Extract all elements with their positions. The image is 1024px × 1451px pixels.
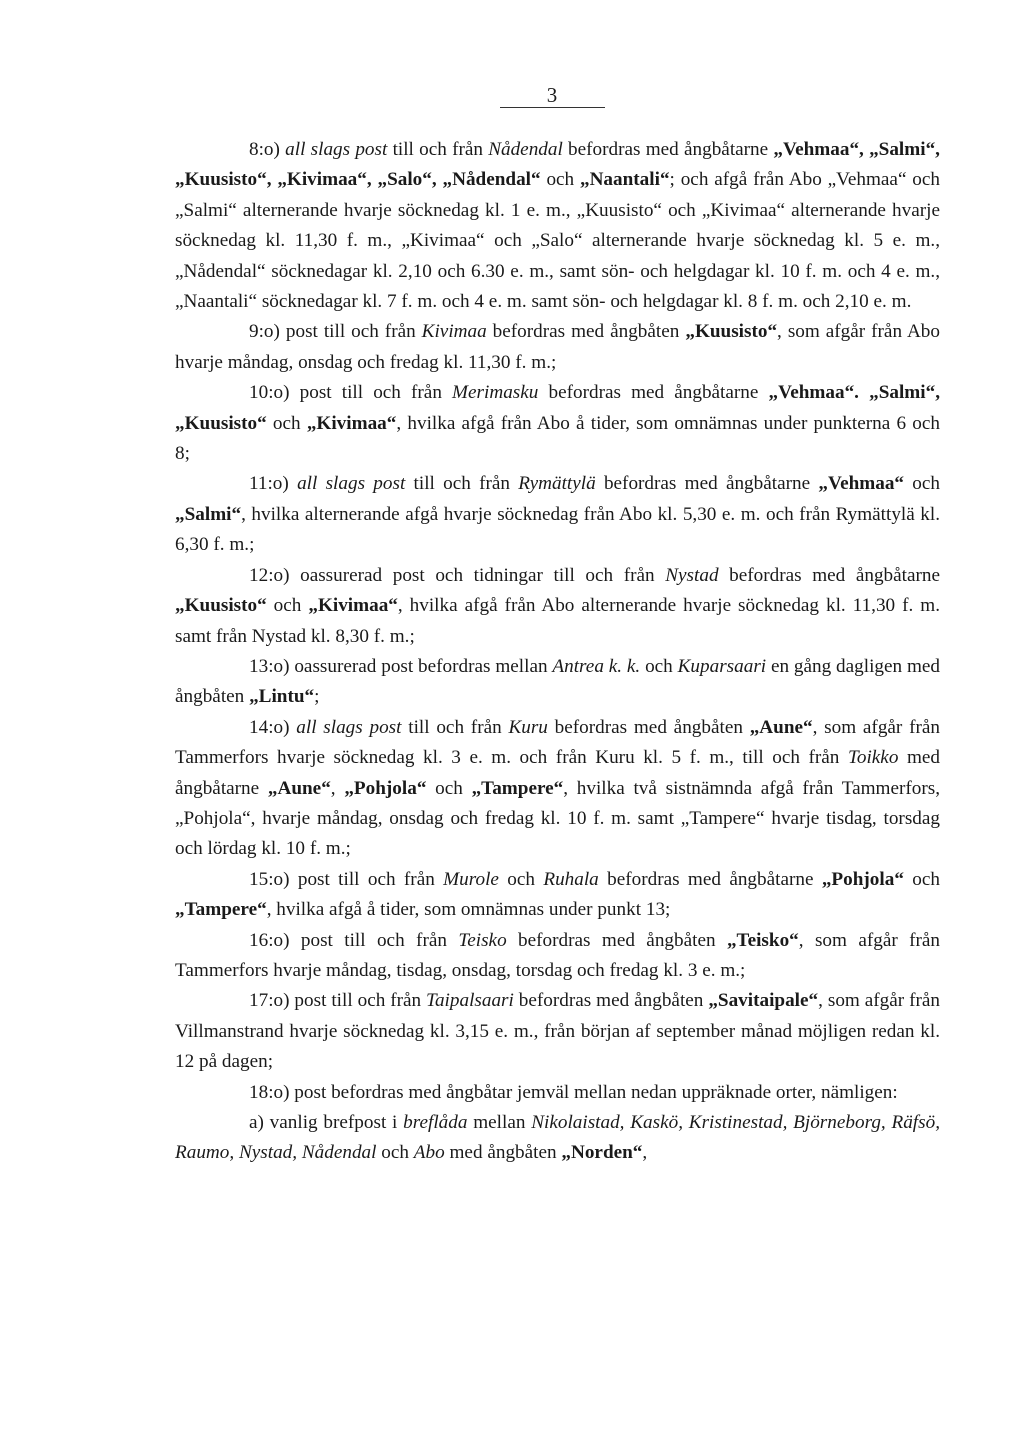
text-run: och bbox=[266, 412, 307, 434]
text-run: och bbox=[498, 868, 544, 890]
italic-text: Taipalsaari bbox=[426, 990, 514, 1012]
text-run: a) vanlig brefpost i bbox=[249, 1112, 404, 1133]
italic-text: Antrea k. k. bbox=[552, 655, 641, 677]
bold-text: „Lintu“ bbox=[249, 686, 315, 708]
bold-text: „Savitaipale“ bbox=[708, 990, 819, 1012]
text-run: ; och afgå från Abo „Vehmaa“ och „Salmi“ alternerande hvarje söcknedag kl. 1 e. m., „Kuusisto“ och „Kivimaa“ alternerande hvarje söcknedag kl. 11,30 f. m., „Kivimaa“ och „Salo“ alternerande hvarje söcknedag kl. 5 e. m., „Nådendal“ söcknedagar kl. 2,10 och 6.30 e. m., samt sön- och helgdagar kl. 10 f. m. och 4 e. m., „Naantali“ söcknedagar kl. 7 f. m. och 4 e. m. samt sön- och helgdagar kl. 8 f. m. och 2,10 e. m. bbox=[175, 169, 940, 313]
bold-text: „Kivimaa“ bbox=[306, 412, 397, 434]
text-run: 11:o) bbox=[249, 473, 298, 495]
text-run: 17:o) post till och från bbox=[249, 990, 427, 1012]
italic-text: all slags post bbox=[296, 716, 402, 738]
paragraph bbox=[175, 561, 940, 652]
text-run: befordras med ångbåtarne bbox=[562, 139, 774, 160]
text-run: , bbox=[642, 1142, 648, 1164]
text-run: till och från bbox=[387, 139, 489, 160]
text-run: till och från bbox=[405, 473, 519, 495]
italic-text: Toikko bbox=[847, 747, 899, 769]
text-run: , hvilka alternerande afgå hvarje söcknedag från Abo kl. 5,30 e. m. och från Rymättylä kl. 6,30 f. m.; bbox=[175, 503, 940, 556]
bold-text: „Tampere“ bbox=[471, 777, 564, 799]
text-run: , bbox=[330, 777, 345, 799]
text-run: och bbox=[903, 868, 940, 890]
text-run: till och från bbox=[401, 716, 509, 738]
paragraph bbox=[175, 469, 940, 560]
page-number: 3 bbox=[500, 84, 605, 108]
text-run: , hvilka afgå å tider, som omnämnas under punkt 13; bbox=[266, 899, 671, 921]
text-run: och bbox=[904, 473, 940, 495]
text-run: , som afgår från Villmanstrand hvarje söcknedag kl. 3,15 e. m., från början af september månad möjligen redan kl. 12 på dagen; bbox=[175, 990, 940, 1073]
document-body bbox=[175, 135, 940, 1169]
text-run: 8:o) bbox=[249, 139, 286, 160]
text-run: befordras med ångbåtarne bbox=[598, 868, 822, 890]
italic-text: Teisko bbox=[458, 929, 507, 951]
paragraph bbox=[175, 865, 940, 926]
bold-text: „Aune“ bbox=[267, 777, 331, 799]
bold-text: „Kuusisto“ bbox=[175, 595, 267, 617]
text-run: , som afgår från Abo hvarje måndag, onsdag och fredag kl. 11,30 f. m.; bbox=[175, 321, 940, 373]
text-run: befordras med ångbåten bbox=[547, 716, 750, 738]
paragraph bbox=[175, 1108, 940, 1169]
bold-text: „Vehmaa“ bbox=[818, 473, 905, 495]
text-run: och bbox=[640, 655, 678, 677]
italic-text: Rymättylä bbox=[518, 473, 596, 495]
text-run: och bbox=[426, 777, 472, 799]
italic-text: Ruhala bbox=[543, 868, 599, 890]
italic-text: Nystad bbox=[665, 564, 719, 586]
paragraph bbox=[175, 1078, 940, 1108]
italic-text: Kuparsaari bbox=[677, 655, 767, 677]
text-run: befordras med ångbåten bbox=[486, 321, 686, 343]
text-run: 12:o) oassurerad post och tidningar till och från bbox=[249, 564, 666, 586]
text-run: 14:o) bbox=[249, 716, 297, 738]
text-run: , hvilka afgå från Abo å tider, som omnämnas under punkterna 6 och 8; bbox=[175, 412, 940, 465]
bold-text: „Vehmaa“. „Salmi“, „Kuusisto“ bbox=[175, 382, 940, 434]
text-run: 15:o) post till och från bbox=[249, 868, 444, 890]
bold-text: „Pohjola“ bbox=[821, 868, 904, 890]
italic-text: breflåda bbox=[403, 1112, 468, 1133]
text-run: och bbox=[540, 169, 580, 191]
text-run: befordras med ångbåtarne bbox=[595, 473, 819, 495]
text-run: med ångbåtarne bbox=[175, 747, 940, 799]
italic-text: all slags post bbox=[297, 473, 406, 495]
paragraph bbox=[175, 926, 940, 987]
italic-text: Kuru bbox=[508, 716, 548, 738]
text-run: en gång dagligen med ångbåten bbox=[175, 655, 940, 708]
text-run: , hvilka två sistnämnda afgå från Tammerfors, „Pohjola“, hvarje måndag, onsdag och fredag kl. 10 f. m. samt „Tampere“ hvarje tisdag, torsdag och lördag kl. 10 f. m.; bbox=[175, 777, 940, 860]
paragraph bbox=[175, 986, 940, 1077]
text-run: 16:o) post till och från bbox=[249, 929, 459, 951]
text-run: 18:o) post befordras med ångbåtar jemväl mellan nedan uppräknade orter, nämligen: bbox=[249, 1081, 898, 1103]
bold-text: „Norden“ bbox=[561, 1142, 643, 1164]
bold-text: „Salmi“ bbox=[175, 503, 242, 525]
bold-text: „Pohjola“ bbox=[344, 777, 427, 799]
text-run: 9:o) post till och från bbox=[249, 321, 422, 343]
text-run: befordras med ångbåtarne bbox=[538, 382, 769, 404]
text-run: , hvilka afgå från Abo alternerande hvarje söcknedag kl. 11,30 f. m. samt från Nystad kl. 8,30 f. m.; bbox=[175, 595, 940, 647]
italic-text: Kivimaa bbox=[421, 321, 487, 343]
italic-text: Merimasku bbox=[452, 382, 539, 404]
text-run: befordras med ångbåten bbox=[513, 990, 709, 1012]
text-run: ; bbox=[314, 686, 320, 708]
bold-text: „Naantali“ bbox=[579, 169, 670, 191]
italic-text: Abo bbox=[413, 1142, 445, 1164]
paragraph bbox=[175, 135, 940, 317]
italic-text: Nikolaistad, Kaskö, Kristinestad, Björneborg, Räfsö, Raumo, Nystad, Nådendal bbox=[175, 1112, 940, 1164]
text-run: , som afgår från Tammerfors hvarje måndag, tisdag, onsdag, torsdag och fredag kl. 3 e. m.; bbox=[175, 929, 940, 981]
text-run: och bbox=[266, 595, 309, 617]
paragraph bbox=[175, 317, 940, 378]
bold-text: „Tampere“ bbox=[175, 899, 267, 921]
text-run: med ångbåten bbox=[444, 1142, 562, 1164]
italic-text: Nådendal bbox=[488, 139, 563, 160]
text-run: befordras med ångbåtarne bbox=[718, 564, 940, 586]
bold-text: „Kivimaa“ bbox=[308, 595, 398, 617]
paragraph bbox=[175, 378, 940, 469]
text-run: 10:o) post till och från bbox=[249, 382, 453, 404]
bold-text: „Aune“ bbox=[749, 716, 813, 738]
text-run: och bbox=[376, 1142, 414, 1164]
text-run: , som afgår från Tammerfors hvarje söcknedag kl. 3 e. m. och från Kuru kl. 5 f. m., till och från bbox=[175, 716, 940, 769]
paragraph bbox=[175, 652, 940, 713]
bold-text: „Kuusisto“ bbox=[685, 321, 778, 343]
text-run: befordras med ångbåten bbox=[506, 929, 727, 951]
italic-text: all slags post bbox=[285, 139, 388, 160]
text-run: mellan bbox=[467, 1112, 532, 1133]
text-run: 13:o) oassurerad post befordras mellan bbox=[249, 655, 553, 677]
bold-text: „Vehmaa“, „Salmi“, „Kuusisto“, „Kivimaa“, „Salo“, „Nådendal“ bbox=[175, 139, 940, 191]
italic-text: Murole bbox=[443, 868, 499, 890]
paragraph bbox=[175, 713, 940, 865]
bold-text: „Teisko“ bbox=[726, 929, 799, 951]
